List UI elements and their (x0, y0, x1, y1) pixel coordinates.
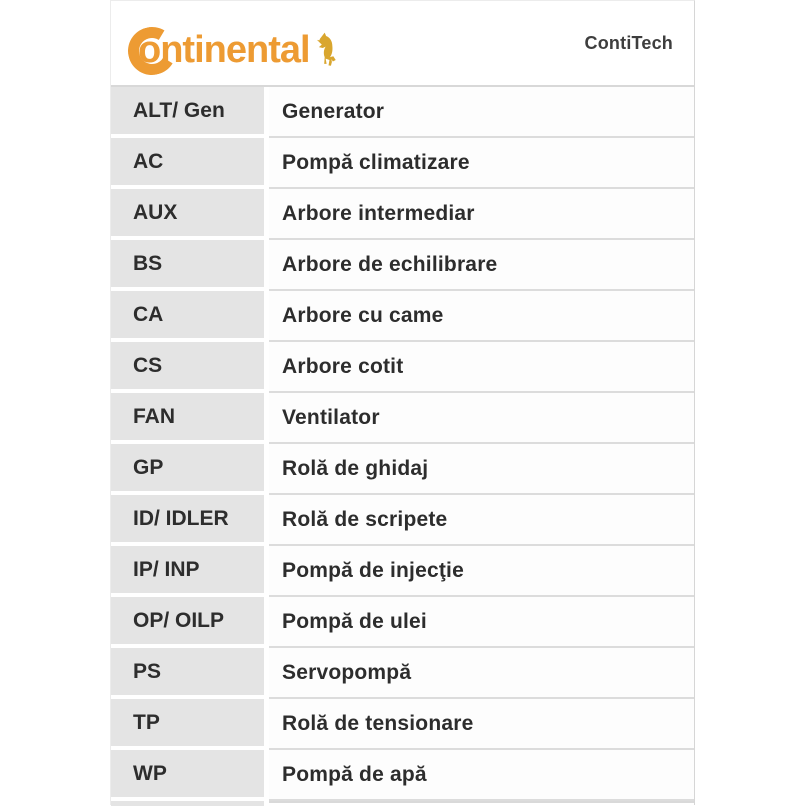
abbreviation-cell: BS (111, 240, 264, 291)
abbreviation-cell: CS (111, 342, 264, 393)
description-cell: Pompă de apă (269, 750, 694, 801)
abbreviation-cell: OP/ OILP (111, 597, 264, 648)
table-row (111, 597, 694, 648)
legend-table (111, 87, 694, 801)
abbreviation-cell (111, 801, 264, 806)
table-row (111, 648, 694, 699)
abbreviation-cell: CA (111, 291, 264, 342)
table-row-partial (111, 801, 694, 806)
description-cell: Rolă de tensionare (269, 699, 694, 750)
description-cell: Arbore cu came (269, 291, 694, 342)
table-row (111, 546, 694, 597)
table-row (111, 393, 694, 444)
table-row (111, 138, 694, 189)
table-row (111, 444, 694, 495)
description-cell (269, 801, 694, 806)
abbreviation-cell: AC (111, 138, 264, 189)
table-row (111, 699, 694, 750)
horse-icon (317, 32, 341, 66)
logo-wordmark: ontinental (138, 28, 310, 71)
legend-panel (110, 0, 695, 805)
table-row (111, 291, 694, 342)
abbreviation-cell: GP (111, 444, 264, 495)
description-cell: Pompă climatizare (269, 138, 694, 189)
abbreviation-cell: PS (111, 648, 264, 699)
description-cell: Generator (269, 87, 694, 138)
description-cell: Arbore intermediar (269, 189, 694, 240)
abbreviation-cell: FAN (111, 393, 264, 444)
description-cell: Ventilator (269, 393, 694, 444)
abbreviation-cell: WP (111, 750, 264, 801)
table-row (111, 495, 694, 546)
abbreviation-cell: ALT/ Gen (111, 87, 264, 138)
contitech-brand: ContiTech (584, 32, 673, 53)
abbreviation-cell: TP (111, 699, 264, 750)
description-cell: Pompă de injecţie (269, 546, 694, 597)
continental-logo (128, 14, 341, 69)
table-row (111, 750, 694, 801)
table-row (111, 189, 694, 240)
description-cell: Pompă de ulei (269, 597, 694, 648)
table-row (111, 87, 694, 138)
table-row (111, 240, 694, 291)
description-cell: Servopompă (269, 648, 694, 699)
description-cell: Arbore de echilibrare (269, 240, 694, 291)
abbreviation-cell: ID/ IDLER (111, 495, 264, 546)
description-cell: Arbore cotit (269, 342, 694, 393)
abbreviation-cell: IP/ INP (111, 546, 264, 597)
abbreviation-cell: AUX (111, 189, 264, 240)
description-cell: Rolă de scripete (269, 495, 694, 546)
header (111, 1, 694, 87)
table-row (111, 342, 694, 393)
description-cell: Rolă de ghidaj (269, 444, 694, 495)
